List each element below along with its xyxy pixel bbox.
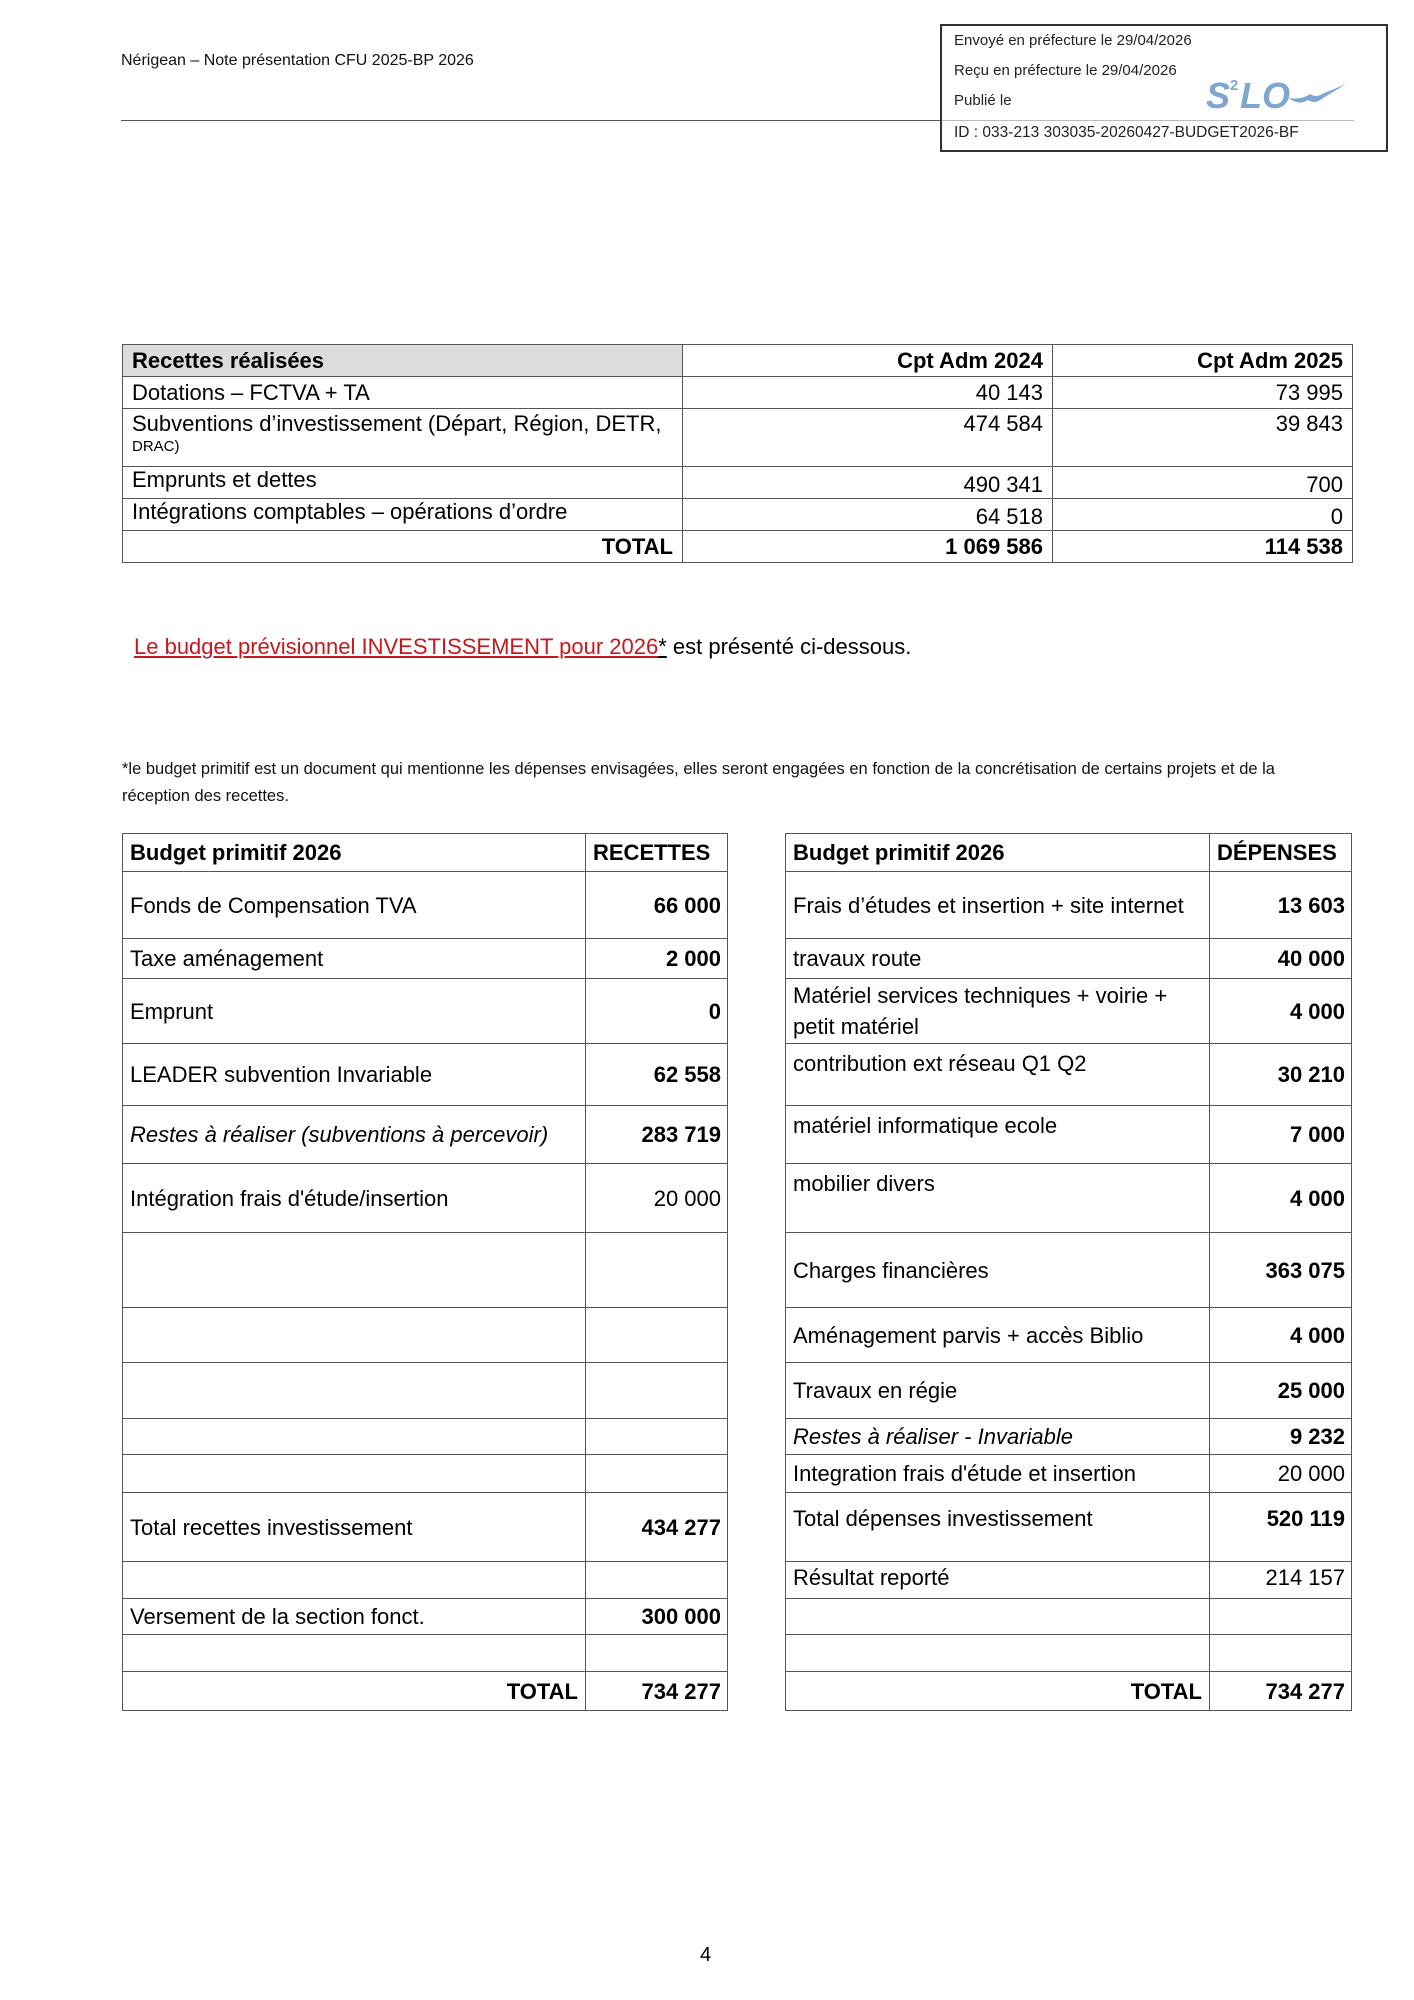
total-label: TOTAL (123, 531, 683, 563)
table-row (123, 1493, 728, 1562)
total-value-2024: 1 069 586 (683, 531, 1053, 563)
row-value: 0 (586, 979, 728, 1044)
row-label-main: Subventions d’investissement (Départ, Région, DETR, (132, 411, 662, 436)
table-row (786, 1493, 1352, 1562)
row-value: 20 000 (586, 1164, 728, 1233)
table-row (786, 1599, 1352, 1635)
row-value: 40 000 (1210, 939, 1352, 979)
row-value: 4 000 (1210, 979, 1352, 1044)
stamp-received-date: Reçu en préfecture le 29/04/2026 (954, 62, 1177, 79)
svg-text:LO: LO (1240, 75, 1290, 116)
table-total-row (123, 531, 1353, 563)
table-total-row (786, 1672, 1352, 1711)
table-row (123, 1635, 728, 1672)
table-row (123, 1164, 728, 1233)
row-label (123, 1455, 586, 1493)
row-value: 20 000 (1210, 1455, 1352, 1493)
row-value: 13 603 (1210, 872, 1352, 939)
row-label (123, 1233, 586, 1308)
table-row (123, 1044, 728, 1106)
row-label: Travaux en régie (786, 1363, 1210, 1419)
total-value: 734 277 (1210, 1672, 1352, 1711)
row-label: Restes à réaliser (subventions à percevoir) (123, 1106, 586, 1164)
row-value-2025: 39 843 (1053, 409, 1353, 467)
table-row (123, 1363, 728, 1419)
table-row (123, 1233, 728, 1308)
table-row (786, 1419, 1352, 1455)
budget-depenses-table (785, 833, 1352, 1711)
row-label: contribution ext réseau Q1 Q2 (786, 1044, 1210, 1106)
table-row (786, 872, 1352, 939)
row-value (586, 1308, 728, 1363)
row-value: 30 210 (1210, 1044, 1352, 1106)
row-label (123, 1419, 586, 1455)
table-row (786, 1164, 1352, 1233)
table-header-row (123, 345, 1353, 377)
row-label-extra: DRAC) (132, 438, 180, 455)
table-row (786, 1308, 1352, 1363)
row-value-2024: 474 584 (683, 409, 1053, 467)
header-recettes: RECETTES (586, 834, 728, 872)
row-value: 9 232 (1210, 1419, 1352, 1455)
row-label: Integration frais d'étude et insertion (786, 1455, 1210, 1493)
row-label: Charges financières (786, 1233, 1210, 1308)
row-label: Dotations – FCTVA + TA (123, 377, 683, 409)
row-value-2024: 64 518 (683, 499, 1053, 531)
row-value (586, 1233, 728, 1308)
table-row (123, 1106, 728, 1164)
table-row (786, 939, 1352, 979)
table-row (123, 409, 1353, 467)
header-recettes-realisees: Recettes réalisées (123, 345, 683, 377)
intro-sentence (134, 634, 911, 660)
table-row (786, 1562, 1352, 1599)
row-label: Frais d’études et insertion + site internet (786, 872, 1210, 939)
stamp-published: Publié le (954, 92, 1012, 109)
table-header-row (123, 834, 728, 872)
table-row (786, 1044, 1352, 1106)
row-label (123, 1308, 586, 1363)
table-row (123, 872, 728, 939)
header-budget-primitif: Budget primitif 2026 (786, 834, 1210, 872)
row-value-2024: 490 341 (683, 467, 1053, 499)
row-value: 2 000 (586, 939, 728, 979)
intro-asterisk: * (658, 634, 667, 659)
header-cpt-adm-2025: Cpt Adm 2025 (1053, 345, 1353, 377)
row-label (786, 1635, 1210, 1672)
header-depenses: DÉPENSES (1210, 834, 1352, 872)
recettes-realisees-table (122, 344, 1353, 563)
row-value: 434 277 (586, 1493, 728, 1562)
row-value: 300 000 (586, 1599, 728, 1635)
document-header-title: Nérigean – Note présentation CFU 2025-BP 2026 (121, 52, 474, 69)
row-value: 283 719 (586, 1106, 728, 1164)
row-label (123, 1562, 586, 1599)
row-label: matériel informatique ecole (786, 1106, 1210, 1164)
row-label: Taxe aménagement (123, 939, 586, 979)
table-row (123, 1599, 728, 1635)
table-row (123, 1562, 728, 1599)
row-label: Versement de la section fonct. (123, 1599, 586, 1635)
row-value: 520 119 (1210, 1493, 1352, 1562)
row-value: 62 558 (586, 1044, 728, 1106)
row-label: Total recettes investissement (123, 1493, 586, 1562)
row-label: Emprunts et dettes (123, 467, 683, 499)
row-label: Intégration frais d'étude/insertion (123, 1164, 586, 1233)
row-label: Résultat reporté (786, 1562, 1210, 1599)
row-value: 214 157 (1210, 1562, 1352, 1599)
stamp-sent-date: Envoyé en préfecture le 29/04/2026 (954, 32, 1192, 49)
row-value: 4 000 (1210, 1164, 1352, 1233)
row-label: mobilier divers (786, 1164, 1210, 1233)
table-row (123, 467, 1353, 499)
table-row (786, 1106, 1352, 1164)
header-cpt-adm-2024: Cpt Adm 2024 (683, 345, 1053, 377)
table-header-row (786, 834, 1352, 872)
header-budget-primitif: Budget primitif 2026 (123, 834, 586, 872)
row-value-2025: 700 (1053, 467, 1353, 499)
table-row (786, 1363, 1352, 1419)
stamp-divider (942, 120, 1354, 121)
table-row (786, 1233, 1352, 1308)
stamp-id: ID : 033-213 303035-20260427-BUDGET2026-BF (954, 124, 1299, 141)
table-row (786, 979, 1352, 1044)
row-value-2025: 0 (1053, 499, 1353, 531)
row-value: 66 000 (586, 872, 728, 939)
row-value: 4 000 (1210, 1308, 1352, 1363)
budget-recettes-table (122, 833, 728, 1711)
table-row (123, 939, 728, 979)
row-label (123, 1363, 586, 1419)
row-label: Fonds de Compensation TVA (123, 872, 586, 939)
row-value: 363 075 (1210, 1233, 1352, 1308)
prefecture-stamp (940, 24, 1388, 152)
row-label: Restes à réaliser - Invariable (786, 1419, 1210, 1455)
table-row (786, 1455, 1352, 1493)
row-value: 25 000 (1210, 1363, 1352, 1419)
intro-rest: est présenté ci-dessous. (666, 634, 912, 659)
row-label: Emprunt (123, 979, 586, 1044)
page-number: 4 (700, 1944, 712, 1966)
row-label (123, 409, 683, 467)
row-value (586, 1455, 728, 1493)
total-value-2025: 114 538 (1053, 531, 1353, 563)
table-row (123, 1455, 728, 1493)
row-label: Aménagement parvis + accès Biblio (786, 1308, 1210, 1363)
row-value (1210, 1599, 1352, 1635)
row-value (586, 1363, 728, 1419)
total-value: 734 277 (586, 1672, 728, 1711)
row-value: 7 000 (1210, 1106, 1352, 1164)
header-divider (121, 120, 941, 121)
row-label: Matériel services techniques + voirie + petit matériel (786, 979, 1210, 1044)
row-label: travaux route (786, 939, 1210, 979)
table-total-row (123, 1672, 728, 1711)
row-label: Intégrations comptables – opérations d’ordre (123, 499, 683, 531)
table-row (786, 1635, 1352, 1672)
svg-text:2: 2 (1230, 77, 1239, 94)
row-value-2024: 40 143 (683, 377, 1053, 409)
row-label (123, 1635, 586, 1672)
row-label: Total dépenses investissement (786, 1493, 1210, 1562)
row-label (786, 1599, 1210, 1635)
table-row (123, 377, 1353, 409)
row-value (586, 1419, 728, 1455)
svg-text:S: S (1206, 75, 1231, 116)
row-value-2025: 73 995 (1053, 377, 1353, 409)
row-value (1210, 1635, 1352, 1672)
row-value (586, 1562, 728, 1599)
row-label: LEADER subvention Invariable (123, 1044, 586, 1106)
s2lo-logo-icon (1204, 70, 1354, 116)
row-value (586, 1635, 728, 1672)
table-row (123, 499, 1353, 531)
total-label: TOTAL (786, 1672, 1210, 1711)
table-row (123, 1308, 728, 1363)
table-row (123, 1419, 728, 1455)
total-label: TOTAL (123, 1672, 586, 1711)
footnote: *le budget primitif est un document qui mentionne les dépenses envisagées, elles seront engagées en fonction de la concrétisation de certains projets et de la réception des recettes. (122, 760, 1275, 805)
table-row (123, 979, 728, 1044)
intro-highlight-link[interactable]: Le budget prévisionnel INVESTISSEMENT pour 2026 (134, 634, 659, 659)
